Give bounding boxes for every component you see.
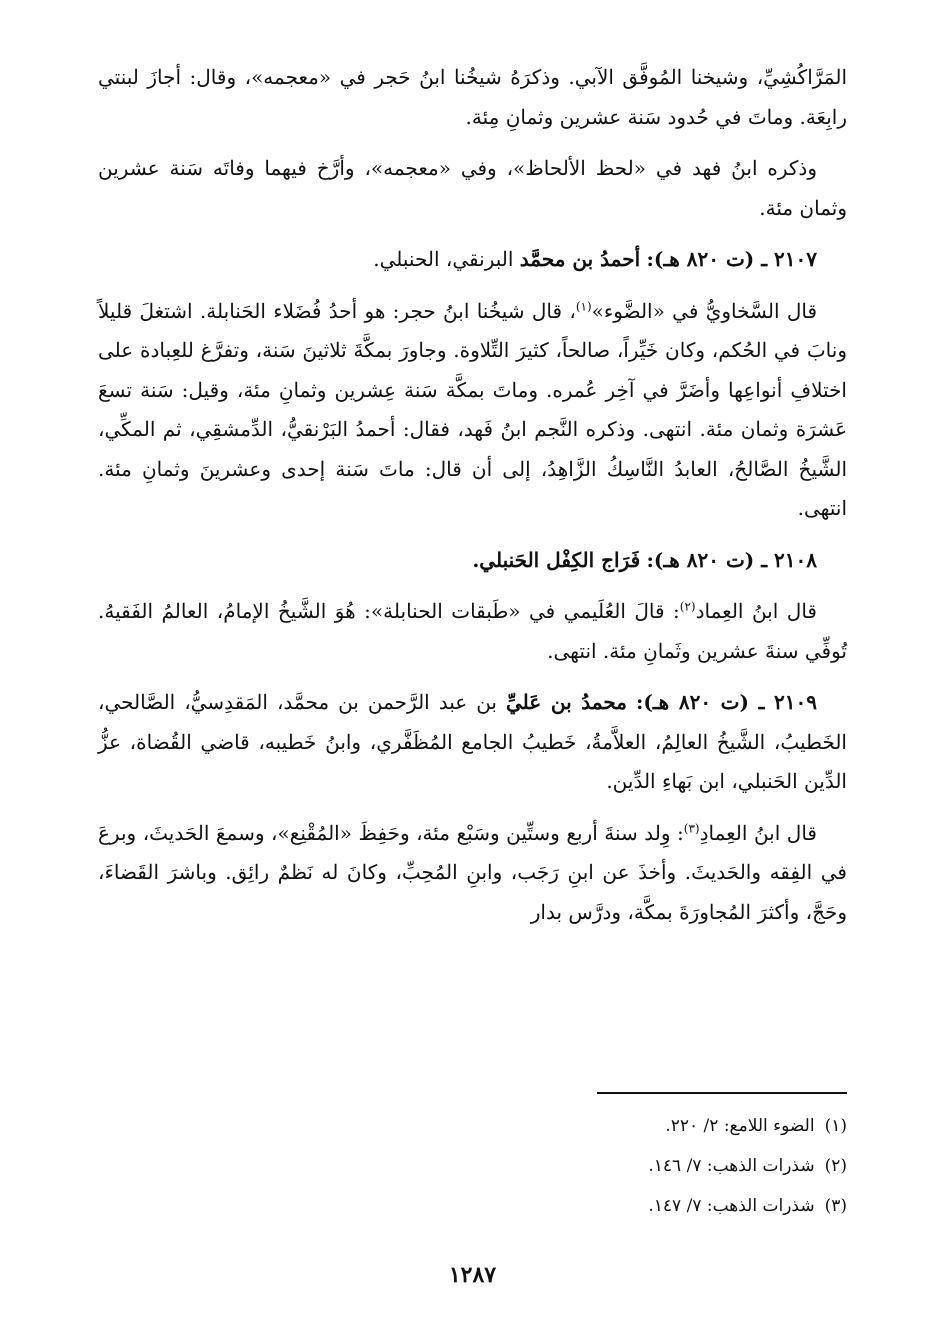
- paragraph: [98, 592, 847, 671]
- footnote-reference[interactable]: (٣): [683, 820, 700, 835]
- paragraph-text: قال السَّخاويُّ في «الضَّوء»: [591, 298, 818, 323]
- paragraph-text: : وِلد سنةَ أربع وستِّين وسَبْع مئة، وحَفِظَ «المُقْنِع»، وسمعَ الحَديثَ، وبرعَ في الفِقه والحَديثَ. وأخذَ عن ابنِ رَجَب، وابنِ المُحِبِّ، وكانَ له نَظمٌ رائِق. وباشرَ القَضاءَ، وحَجَّ، وأكثرَ المُجاورَةَ بمكَّة، ودرَّس بدار: [98, 820, 847, 924]
- footnote-text: شذرات الذهب: ٧/ ١٤٦.: [648, 1156, 815, 1176]
- footnote-3: [98, 1186, 847, 1226]
- page-number: ١٢٨٧: [448, 1262, 497, 1288]
- paragraph-text: وذكره ابنُ فهد في «لحظ الألحاظ»، وفي «معجمه»، وأرَّخ فيهما وفاتَه سَنة عشرين وثمان مئة.: [98, 156, 847, 220]
- paragraph: [98, 149, 847, 228]
- paragraph-text: : قالَ العُلَيمي في «طَبقات الحنابلة»: هُوَ الشَّيخُ الإمامُ، العالمُ الفَقيهُ. تُوفِّي سنةَ عشرين وثَمانِ مئة. انتهى.: [98, 599, 847, 663]
- entry-heading-2107: [98, 240, 847, 280]
- footnote-text: شذرات الذهب: ٧/ ١٤٧.: [648, 1196, 815, 1216]
- main-text: [98, 58, 847, 932]
- entry-heading-2108: [98, 541, 847, 581]
- entry-number: ٢١٠٨ ـ (ت ٨٢٠ هـ):: [646, 547, 817, 572]
- entry-number: ٢١٠٧ ـ (ت ٨٢٠ هـ):: [646, 247, 817, 271]
- footnote-text: الضوء اللامع: ٢/ ٢٢٠.: [665, 1116, 815, 1136]
- entry-name: أحمدُ بن محمَّد: [519, 247, 641, 271]
- entry-heading-2109: [98, 683, 847, 802]
- entry-name: فَرَاج الكِفْل الحَنبلي.: [472, 547, 641, 572]
- paragraph-text: المَرَّاكُشِيِّ، وشيخنا المُوفَّق الآبي. وذكرَهُ شيخُنا ابنُ حَجر في «معجمه»، وقال: أجازَ لبنتي رابِعَة. وماتَ في حُدود سَنة عشرين وثمانِ مِئة.: [98, 65, 847, 129]
- footnote-reference[interactable]: (٢): [679, 599, 696, 614]
- paragraph: [98, 814, 847, 933]
- footnote-divider: [597, 1092, 847, 1094]
- entry-number: ٢١٠٩ ـ (ت ٨٢٠ هـ):: [635, 690, 818, 714]
- paragraph-text: ، قال شيخُنا ابنُ حجر: هو أحدُ فُضَلاء الحَنابلة. اشتغلَ قليلاً ونابَ في الحُكم، وكان خَيِّراً، صالحاً، كثيرَ التِّلاوة. وجاورَ بمكَّةَ ثلاثينَ سَنة، وتفرَّغ للعِبادة على اختلافِ أنواعِها وأضَرَّ في آخِر عُمره. وماتَ بمكَّة سَنة عِشرين وثمانِ مئة، وقيل: سَنة تسعَ عَشرَة وثمان مئة. انتهى. وذكره النَّجم ابنُ فَهد، فقال: أحمدُ البَرْنقيُّ، الدِّمشقِي، ثم المكِّي، الشَّيخُ الصَّالحُ، العابدُ النَّاسِكُ الزَّاهِدُ، إلى أن قال: ماتَ سَنة إحدى وعشرينَ وثمانِ مئة. انتهى.: [98, 298, 848, 520]
- footnote-reference[interactable]: (١): [575, 298, 592, 313]
- footnote-mark: (٣): [824, 1196, 847, 1216]
- footnote-mark: (٢): [824, 1156, 847, 1176]
- entry-nisba: البرنقي، الحنبلي.: [373, 247, 514, 271]
- paragraph-text: قال ابنُ العِمادِ: [699, 820, 817, 845]
- paragraph-text: قال ابنُ العِماد: [695, 599, 817, 623]
- entry-name: محمدُ بن عَليِّ: [506, 690, 627, 714]
- footnote-1: [98, 1106, 847, 1146]
- paragraph: [98, 292, 847, 529]
- entry-nisba: بن عبد الرَّحمن بن محمَّد، المَقدِسيُّ، الصَّالحي، الخَطيبُ، الشَّيخُ العالِمُ، العلاَّمةُ، خَطيبُ الجامع المُظَفَّري، وابنُ خَطيبه، قاضي القُضاة، عزُّ الدِّين الحَنبلي، ابن بَهاءِ الدِّين.: [98, 690, 847, 793]
- footnote-mark: (١): [824, 1116, 847, 1136]
- footnotes: [98, 1106, 847, 1226]
- paragraph-continuation: [98, 58, 847, 137]
- footnote-2: [98, 1146, 847, 1186]
